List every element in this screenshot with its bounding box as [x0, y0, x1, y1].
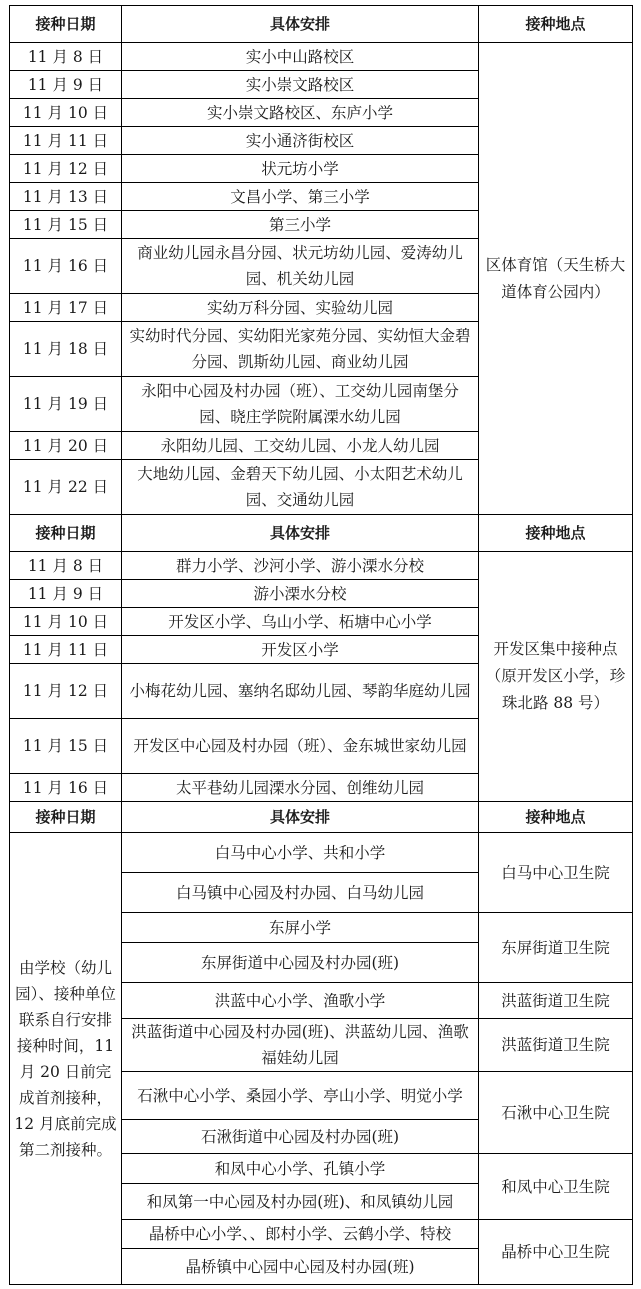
location-cell: 晶桥中心卫生院 [479, 1220, 633, 1285]
arrangement-cell: 实幼万科分园、实验幼儿园 [122, 294, 479, 322]
date-cell: 11 月 10 日 [10, 99, 122, 127]
date-cell: 11 月 12 日 [10, 664, 122, 719]
schedule-note-cell: 由学校（幼儿园）、接种单位联系自行安排接种时间，11 月 20 日前完成首剂接种，12 月底前完成第二剂接种。 [10, 833, 122, 1285]
arrangement-cell: 实小通济街校区 [122, 127, 479, 155]
arrangement-cell: 第三小学 [122, 211, 479, 239]
header-arrangement: 具体安排 [122, 802, 479, 833]
arrangement-cell: 开发区中心园及村办园（班）、金东城世家幼儿园 [122, 719, 479, 774]
header-arrangement: 具体安排 [122, 515, 479, 552]
date-cell: 11 月 12 日 [10, 155, 122, 183]
date-cell: 11 月 18 日 [10, 322, 122, 377]
arrangement-cell: 状元坊小学 [122, 155, 479, 183]
location-cell: 石湫中心卫生院 [479, 1072, 633, 1154]
arrangement-cell: 和凤中心小学、孔镇小学 [122, 1154, 479, 1184]
arrangement-cell: 游小溧水分校 [122, 580, 479, 608]
arrangement-cell: 洪蓝街道中心园及村办园(班)、洪蓝幼儿园、渔歌福娃幼儿园 [122, 1019, 479, 1072]
date-cell: 11 月 15 日 [10, 211, 122, 239]
date-cell: 11 月 9 日 [10, 580, 122, 608]
arrangement-cell: 开发区小学、乌山小学、柘塘中心小学 [122, 608, 479, 636]
arrangement-cell: 晶桥镇中心园中心园及村办园(班) [122, 1249, 479, 1285]
location-cell: 洪蓝街道卫生院 [479, 983, 633, 1019]
arrangement-cell: 东屏小学 [122, 913, 479, 943]
header-row [10, 6, 633, 43]
date-cell: 11 月 19 日 [10, 377, 122, 432]
arrangement-cell: 实小崇文路校区 [122, 71, 479, 99]
date-cell: 11 月 22 日 [10, 460, 122, 515]
arrangement-cell: 石湫中心小学、桑园小学、亭山小学、明觉小学 [122, 1072, 479, 1120]
date-cell: 11 月 17 日 [10, 294, 122, 322]
arrangement-cell: 白马中心小学、共和小学 [122, 833, 479, 873]
header-location: 接种地点 [479, 802, 633, 833]
arrangement-cell: 晶桥中心小学、、郎村小学、云鹤小学、特校 [122, 1220, 479, 1249]
date-cell: 11 月 10 日 [10, 608, 122, 636]
header-row [10, 802, 633, 833]
arrangement-cell: 和凤第一中心园及村办园(班)、和凤镇幼儿园 [122, 1184, 479, 1220]
arrangement-cell: 东屏街道中心园及村办园(班) [122, 943, 479, 983]
schedule-table [9, 5, 633, 1285]
header-row [10, 515, 633, 552]
arrangement-cell: 实小中山路校区 [122, 43, 479, 71]
arrangement-cell: 太平巷幼儿园溧水分园、创维幼儿园 [122, 774, 479, 802]
arrangement-cell: 实幼时代分园、实幼阳光家苑分园、实幼恒大金碧分园、凯斯幼儿园、商业幼儿园 [122, 322, 479, 377]
date-cell: 11 月 8 日 [10, 552, 122, 580]
date-cell: 11 月 11 日 [10, 127, 122, 155]
header-location: 接种地点 [479, 6, 633, 43]
arrangement-cell: 群力小学、沙河小学、游小溧水分校 [122, 552, 479, 580]
date-cell: 11 月 9 日 [10, 71, 122, 99]
arrangement-cell: 文昌小学、第三小学 [122, 183, 479, 211]
date-cell: 11 月 15 日 [10, 719, 122, 774]
table-row [10, 43, 633, 71]
arrangement-cell: 永阳幼儿园、工交幼儿园、小龙人幼儿园 [122, 432, 479, 460]
header-date: 接种日期 [10, 515, 122, 552]
table-row [10, 552, 633, 580]
arrangement-cell: 商业幼儿园永昌分园、状元坊幼儿园、爱涛幼儿园、机关幼儿园 [122, 239, 479, 294]
table-row [10, 833, 633, 873]
header-date: 接种日期 [10, 802, 122, 833]
arrangement-cell: 实小崇文路校区、东庐小学 [122, 99, 479, 127]
date-cell: 11 月 8 日 [10, 43, 122, 71]
arrangement-cell: 石湫街道中心园及村办园(班) [122, 1120, 479, 1154]
location-cell: 白马中心卫生院 [479, 833, 633, 913]
header-date: 接种日期 [10, 6, 122, 43]
header-location: 接种地点 [479, 515, 633, 552]
location-cell: 洪蓝街道卫生院 [479, 1019, 633, 1072]
location-cell: 开发区集中接种点（原开发区小学，珍珠北路 88 号） [479, 552, 633, 802]
date-cell: 11 月 16 日 [10, 774, 122, 802]
arrangement-cell: 永阳中心园及村办园（班）、工交幼儿园南堡分园、晓庄学院附属溧水幼儿园 [122, 377, 479, 432]
arrangement-cell: 开发区小学 [122, 636, 479, 664]
arrangement-cell: 白马镇中心园及村办园、白马幼儿园 [122, 873, 479, 913]
vaccination-schedule [9, 5, 633, 1285]
arrangement-cell: 洪蓝中心小学、渔歌小学 [122, 983, 479, 1019]
location-cell: 和凤中心卫生院 [479, 1154, 633, 1220]
date-cell: 11 月 11 日 [10, 636, 122, 664]
location-cell: 东屏街道卫生院 [479, 913, 633, 983]
location-cell: 区体育馆（天生桥大道体育公园内） [479, 43, 633, 515]
date-cell: 11 月 20 日 [10, 432, 122, 460]
arrangement-cell: 大地幼儿园、金碧天下幼儿园、小太阳艺术幼儿园、交通幼儿园 [122, 460, 479, 515]
date-cell: 11 月 16 日 [10, 239, 122, 294]
arrangement-cell: 小梅花幼儿园、塞纳名邸幼儿园、琴韵华庭幼儿园 [122, 664, 479, 719]
header-arrangement: 具体安排 [122, 6, 479, 43]
date-cell: 11 月 13 日 [10, 183, 122, 211]
